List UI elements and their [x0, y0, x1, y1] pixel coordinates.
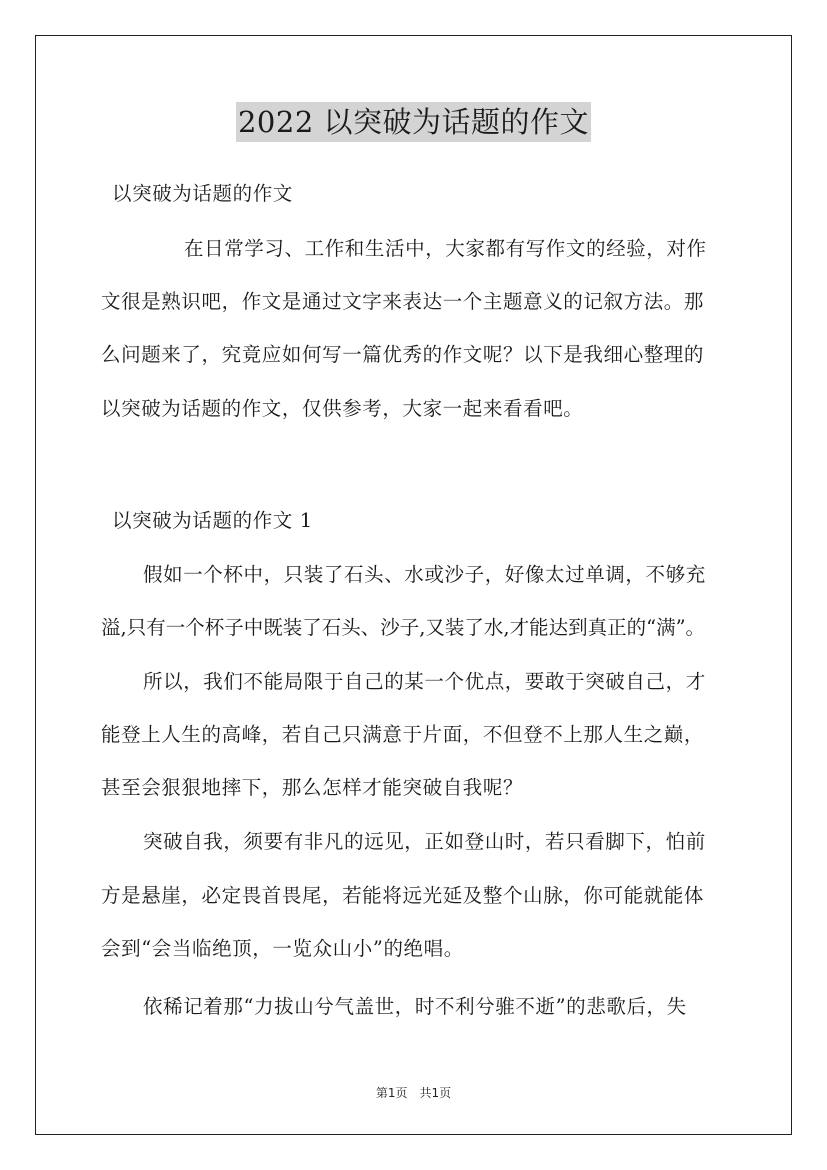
document-title: 2022 以突破为话题的作文 [236, 102, 591, 142]
intro-line: 以突破为话题的作文，仅供参考，大家一起来看看吧。 [101, 397, 584, 420]
body-line: 方是悬崖，必定畏首畏尾，若能将远光延及整个山脉，你可能就能体 [101, 884, 705, 907]
subtitle: 以突破为话题的作文 [112, 182, 293, 205]
body-line: 假如一个杯中，只装了石头、水或沙子，好像太过单调，不够充 [143, 563, 706, 586]
body-line: 突破自我，须要有非凡的远见，正如登山时，若只看脚下，怕前 [143, 830, 706, 853]
intro-line: 在日常学习、工作和生活中，大家都有写作文的经验，对作 [184, 237, 707, 260]
body-line: 能登上人生的高峰，若自己只满意于片面，不但登不上那人生之巅， [101, 723, 705, 746]
body-line: 甚至会狠狠地摔下，那么怎样才能突破自我呢？ [101, 776, 524, 799]
page-number: 第1页 共1页 [375, 1086, 452, 1100]
intro-line: 文很是熟识吧，作文是通过文字来表达一个主题意义的记叙方法。那 [101, 290, 705, 313]
title-container [0, 102, 827, 142]
body-line: 溢,只有一个杯子中既装了石头、沙子,又装了水,才能达到真正的“满”。 [101, 616, 706, 639]
body-line: 会到“会当临绝顶，一览众山小”的绝唱。 [101, 937, 464, 960]
section-heading: 以突破为话题的作文 1 [112, 509, 313, 532]
body-line: 所以，我们不能局限于自己的某一个优点，要敢于突破自己，才 [143, 670, 706, 693]
intro-line: 么问题来了，究竟应如何写一篇优秀的作文呢？以下是我细心整理的 [101, 343, 705, 366]
body-line: 依稀记着那“力拔山兮气盖世，时不利兮骓不逝”的悲歌后，失 [143, 995, 687, 1018]
